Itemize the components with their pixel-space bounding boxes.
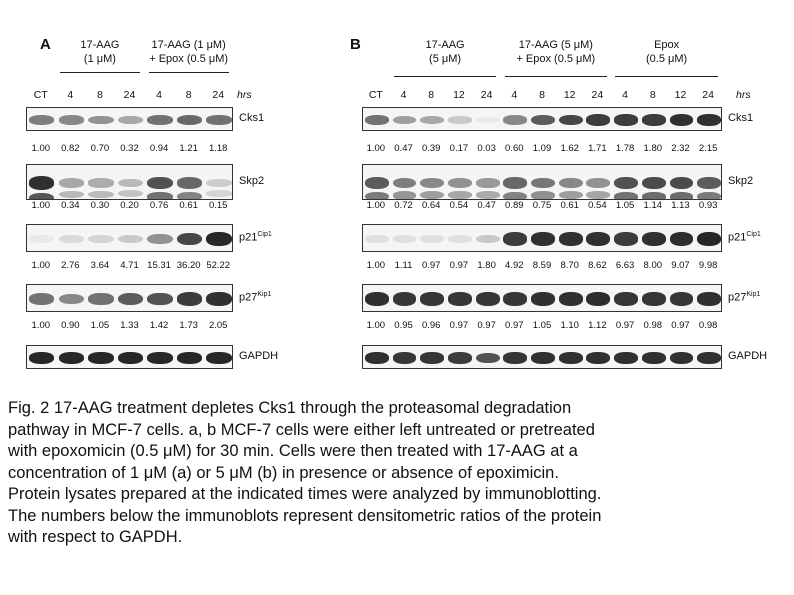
blot-band	[697, 292, 721, 305]
blot-band	[531, 178, 555, 189]
blot-gapdh	[26, 345, 233, 369]
densitometric-ratio: 1.00	[366, 143, 386, 154]
blot-band	[476, 292, 500, 305]
blot-band	[531, 352, 555, 363]
blot-band	[206, 352, 231, 364]
lane-label: 8	[649, 89, 656, 101]
densitometric-ratio: 0.15	[208, 200, 228, 211]
densitometric-ratio: 0.61	[560, 200, 579, 211]
protein-label: $p21^{Cip1}$	[728, 231, 761, 244]
blot-band	[147, 115, 172, 125]
blot-band	[670, 192, 694, 200]
blot-band	[614, 177, 638, 189]
blot-gapdh	[362, 345, 722, 369]
densitometric-ratio: 2.05	[208, 320, 228, 331]
blot-band	[29, 115, 54, 124]
densitometric-ratio: 0.39	[421, 143, 441, 154]
group-label-line2: + Epox (0.5 μM)	[149, 53, 229, 65]
densitometric-ratio: 8.62	[588, 260, 607, 271]
protein-label: Skp2	[728, 175, 754, 187]
blot-band	[29, 293, 54, 304]
blot-p21	[26, 224, 233, 252]
blot-band	[642, 292, 666, 305]
group-label-line1: Epox	[654, 39, 680, 51]
blot-band	[118, 235, 143, 243]
densitometric-ratio: 0.90	[61, 320, 80, 331]
group-bracket-line	[394, 76, 496, 77]
blot-band	[420, 352, 444, 363]
protein-superscript: Cip1	[746, 231, 761, 238]
blot-band	[670, 232, 694, 246]
blot-band	[59, 178, 84, 187]
densitometric-ratio: 0.54	[588, 200, 607, 211]
densitometric-ratio: 1.00	[31, 200, 51, 211]
blot-band	[586, 292, 610, 306]
densitometric-ratio: 9.98	[698, 260, 718, 271]
blot-band	[476, 191, 500, 199]
blot-band	[177, 352, 202, 364]
blot-band	[147, 352, 172, 364]
blot-band	[29, 193, 54, 200]
protein-label: $p21^{Cip1}$	[239, 231, 272, 244]
densitometric-ratio: 1.80	[643, 143, 663, 154]
densitometric-ratio: 0.47	[394, 143, 413, 154]
blot-p27	[26, 284, 233, 312]
lane-label: 12	[453, 89, 465, 101]
blot-band	[448, 178, 472, 188]
blot-band	[503, 177, 527, 188]
group-label-line2: (1 μM)	[83, 53, 116, 65]
blot-band	[147, 177, 172, 189]
blot-band	[88, 235, 113, 243]
densitometric-ratio: 9.07	[671, 260, 690, 271]
group-label-line1: 17-AAG (5 μM)	[518, 39, 593, 51]
lane-label: 4	[67, 89, 74, 101]
blot-band	[177, 292, 202, 305]
blot-band	[29, 176, 54, 189]
densitometric-ratio: 1.42	[149, 320, 169, 331]
blot-band	[559, 191, 583, 199]
blot-band	[614, 114, 638, 125]
blot-band	[420, 292, 444, 305]
panel-letter: B	[350, 36, 361, 53]
blot-band	[448, 116, 472, 123]
blot-band	[206, 190, 231, 197]
lane-label: 12	[674, 89, 687, 101]
group-bracket-line	[149, 72, 229, 73]
blot-band	[614, 292, 638, 305]
densitometric-ratio: 0.32	[120, 143, 139, 154]
figure-caption	[8, 398, 794, 549]
blot-band	[147, 293, 172, 305]
blot-band	[206, 232, 231, 246]
blot-band	[147, 234, 172, 244]
densitometric-ratio: 0.94	[149, 143, 169, 154]
blot-band	[59, 352, 84, 364]
group-label-line2: (5 μM)	[429, 53, 462, 65]
densitometric-ratio: 0.97	[449, 320, 469, 331]
densitometric-ratio: 2.32	[671, 143, 690, 154]
densitometric-ratio: 1.78	[615, 143, 635, 154]
treatment-group-label	[607, 38, 727, 66]
blot-band	[420, 191, 444, 199]
densitometric-ratio: 1.05	[615, 200, 635, 211]
blot-band	[420, 178, 444, 188]
panel-letter: A	[40, 36, 51, 53]
lane-label: 24	[123, 89, 136, 101]
blot-band	[448, 235, 472, 243]
protein-label: $p27^{Kip1}$	[728, 291, 761, 304]
densitometric-ratio: 1.09	[532, 143, 552, 154]
densitometric-ratio: 1.71	[588, 143, 607, 154]
densitometric-ratio: 15.31	[147, 260, 171, 271]
blot-band	[697, 352, 721, 363]
lane-label: 24	[212, 89, 225, 101]
group-label-line2: + Epox (0.5 μM)	[516, 53, 596, 65]
blot-band	[365, 177, 389, 189]
lane-label: 12	[563, 89, 576, 101]
caption-line: with respect to GAPDH.	[8, 528, 183, 546]
protein-label: GAPDH	[239, 350, 279, 362]
treatment-group-label	[496, 38, 616, 66]
blot-band	[365, 235, 389, 243]
blot-band	[393, 178, 417, 189]
densitometric-ratio: 0.97	[615, 320, 635, 331]
densitometric-ratio: 0.72	[394, 200, 413, 211]
blot-band	[118, 190, 143, 197]
blot-band	[697, 177, 721, 189]
blot-band	[88, 116, 113, 125]
blot-band	[147, 192, 172, 200]
lane-label: 4	[622, 89, 628, 101]
blot-band	[59, 235, 84, 243]
densitometric-ratio: 0.98	[698, 320, 718, 331]
densitometric-ratio: 1.00	[31, 143, 51, 154]
densitometric-ratio: 4.92	[505, 260, 524, 271]
blot-band	[88, 293, 113, 304]
densitometric-ratio: 0.97	[449, 260, 469, 271]
blot-band	[177, 115, 202, 125]
caption-line: The numbers below the immunoblots represent densitometric ratios of the protein	[8, 506, 602, 525]
lane-label: 24	[480, 89, 493, 101]
blot-band	[365, 192, 389, 200]
densitometric-ratio: 1.18	[208, 143, 228, 154]
densitometric-ratio: 2.76	[61, 260, 80, 271]
blot-band	[531, 115, 555, 125]
group-label-line1: 17-AAG	[80, 39, 120, 51]
densitometric-ratio: 0.89	[505, 200, 524, 211]
blot-band	[559, 178, 583, 188]
caption-line: Protein lysates prepared at the indicated times were analyzed by immunoblotting.	[8, 485, 602, 503]
densitometric-ratio: 1.13	[671, 200, 690, 211]
protein-superscript: Kip1	[746, 291, 761, 298]
lane-label: 8	[428, 89, 435, 101]
lane-label: CT	[368, 89, 383, 101]
densitometric-ratio: 1.10	[560, 320, 579, 331]
densitometric-ratio: 0.97	[421, 260, 441, 271]
group-label-line1: 17-AAG (1 μM)	[151, 39, 226, 51]
densitometric-ratio: 0.70	[90, 143, 110, 154]
densitometric-ratio: 36.20	[176, 260, 201, 271]
blot-band	[393, 235, 417, 243]
protein-label: Skp2	[239, 175, 265, 187]
blot-band	[476, 117, 500, 123]
densitometric-ratio: 1.00	[366, 260, 386, 271]
hours-label: hrs	[237, 89, 252, 101]
blot-band	[642, 352, 666, 363]
lane-label: CT	[33, 89, 48, 101]
densitometric-ratio: 8.00	[643, 260, 663, 271]
blot-band	[177, 192, 202, 200]
blot-band	[365, 352, 389, 363]
blot-band	[503, 352, 527, 363]
caption-line: Fig. 2 17-AAG treatment depletes Cks1 through the proteasomal degradation	[8, 399, 572, 417]
blot-band	[29, 235, 54, 242]
densitometric-ratio: 1.80	[477, 260, 496, 271]
densitometric-ratio: 52.22	[206, 260, 231, 271]
blot-band	[476, 235, 500, 243]
blot-band	[586, 191, 610, 199]
caption-line: concentration of 1 μM (a) or 5 μM (b) in presence or absence of epoximicin.	[8, 463, 559, 482]
lane-label: 8	[97, 89, 103, 101]
lane-label: 24	[702, 89, 714, 101]
blot-band	[206, 115, 231, 125]
blot-band	[118, 293, 143, 305]
blot-band	[420, 235, 444, 243]
blot-band	[503, 232, 527, 245]
blot-band	[393, 352, 417, 363]
blot-band	[559, 352, 583, 363]
blot-band	[642, 177, 666, 189]
blot-band	[559, 115, 583, 126]
blot-band	[59, 191, 84, 198]
densitometric-ratio: 0.82	[61, 143, 80, 154]
blot-band	[670, 352, 694, 363]
blot-band	[642, 192, 666, 200]
blot-band	[177, 233, 202, 246]
group-bracket-line	[505, 76, 607, 77]
group-label-line2: (0.5 μM)	[646, 53, 688, 65]
lane-label: 8	[185, 89, 192, 101]
densitometric-ratio: 1.00	[366, 200, 386, 211]
blot-band	[503, 192, 527, 200]
blot-band	[59, 115, 84, 124]
blot-band	[206, 179, 231, 187]
blot-band	[586, 232, 610, 245]
densitometric-ratio: 0.97	[671, 320, 690, 331]
treatment-group-label	[385, 38, 505, 66]
blot-band	[642, 114, 666, 125]
densitometric-ratio: 0.97	[505, 320, 524, 331]
densitometric-ratio: 1.73	[179, 320, 198, 331]
densitometric-ratio: 0.98	[643, 320, 663, 331]
blot-p27	[362, 284, 722, 312]
protein-superscript: Cip1	[257, 231, 272, 238]
blot-band	[420, 116, 444, 124]
densitometric-ratio: 0.96	[421, 320, 441, 331]
densitometric-ratio: 4.71	[120, 260, 139, 271]
densitometric-ratio: 1.21	[179, 143, 198, 154]
blot-band	[614, 192, 638, 200]
densitometric-ratio: 2.15	[698, 143, 718, 154]
group-bracket-line	[60, 72, 140, 73]
caption-line: pathway in MCF-7 cells. a, b MCF-7 cells were either left untreated or pretreated	[8, 420, 595, 439]
protein-label: GAPDH	[728, 350, 768, 362]
blot-band	[29, 352, 54, 364]
densitometric-ratio: 1.62	[560, 143, 579, 154]
densitometric-ratio: 0.47	[477, 200, 496, 211]
lane-label: 8	[539, 89, 545, 101]
blot-band	[393, 191, 417, 200]
blot-band	[365, 115, 389, 125]
blot-band	[559, 292, 583, 305]
blot-band	[586, 114, 610, 125]
blot-band	[177, 177, 202, 188]
blot-band	[503, 115, 527, 124]
blot-band	[206, 292, 231, 305]
densitometric-ratio: 0.64	[421, 200, 441, 211]
densitometric-ratio: 0.76	[149, 200, 169, 211]
densitometric-ratio: 1.05	[90, 320, 110, 331]
blot-skp2	[362, 164, 722, 200]
blot-band	[697, 114, 721, 125]
blot-band	[642, 232, 666, 245]
densitometric-ratio: 1.00	[31, 260, 51, 271]
densitometric-ratio: 0.97	[477, 320, 496, 331]
lane-label: 4	[511, 89, 518, 101]
densitometric-ratio: 1.00	[31, 320, 51, 331]
densitometric-ratio: 6.63	[615, 260, 635, 271]
blot-p21	[362, 224, 722, 252]
caption-line: with epoxomicin (0.5 μM) for 30 min. Cells were then treated with 17-AAG at a	[8, 442, 578, 460]
protein-superscript: Kip1	[257, 291, 272, 298]
densitometric-ratio: 0.34	[61, 200, 80, 211]
densitometric-ratio: 1.00	[366, 320, 386, 331]
blot-band	[393, 292, 417, 305]
blot-band	[118, 179, 143, 188]
blot-band	[476, 178, 500, 188]
blot-band	[118, 116, 143, 124]
densitometric-ratio: 0.61	[179, 200, 198, 211]
blot-cks1	[362, 107, 722, 131]
densitometric-ratio: 0.30	[90, 200, 110, 211]
lane-label: 4	[400, 89, 407, 101]
blot-skp2	[26, 164, 233, 200]
protein-label: Cks1	[239, 112, 265, 124]
densitometric-ratio: 0.54	[449, 200, 469, 211]
densitometric-ratio: 3.64	[90, 260, 110, 271]
blot-band	[697, 232, 721, 246]
blot-band	[118, 352, 143, 364]
blot-band	[586, 178, 610, 188]
group-bracket-line	[615, 76, 717, 77]
blot-band	[670, 177, 694, 189]
protein-label: $p27^{Kip1}$	[239, 291, 272, 304]
blot-band	[448, 292, 472, 305]
blot-band	[586, 352, 610, 363]
densitometric-ratio: 8.59	[532, 260, 552, 271]
blot-band	[88, 178, 113, 187]
densitometric-ratio: 0.03	[477, 143, 496, 154]
densitometric-ratio: 1.12	[588, 320, 607, 331]
blot-band	[476, 353, 500, 364]
blot-band	[531, 292, 555, 305]
blot-band	[393, 116, 417, 124]
densitometric-ratio: 0.93	[698, 200, 718, 211]
blot-band	[88, 352, 113, 364]
densitometric-ratio: 0.17	[449, 143, 469, 154]
densitometric-ratio: 0.95	[394, 320, 413, 331]
blot-band	[531, 191, 555, 200]
lane-label: 24	[591, 89, 604, 101]
treatment-group-label	[129, 38, 249, 66]
group-label-line1: 17-AAG	[425, 39, 465, 51]
densitometric-ratio: 1.05	[532, 320, 552, 331]
blot-band	[559, 232, 583, 245]
blot-band	[614, 232, 638, 245]
blot-band	[448, 191, 472, 199]
blot-band	[670, 114, 694, 125]
blot-band	[365, 292, 389, 305]
densitometric-ratio: 1.14	[643, 200, 663, 211]
lane-label: 4	[156, 89, 162, 101]
blot-band	[59, 294, 84, 305]
blot-band	[531, 232, 555, 245]
densitometric-ratio: 1.33	[120, 320, 139, 331]
protein-label: Cks1	[728, 112, 754, 124]
blot-band	[614, 352, 638, 363]
densitometric-ratio: 0.75	[532, 200, 552, 211]
blot-band	[503, 292, 527, 305]
densitometric-ratio: 0.60	[505, 143, 524, 154]
densitometric-ratio: 1.11	[394, 260, 413, 271]
densitometric-ratio: 8.70	[560, 260, 579, 271]
blot-cks1	[26, 107, 233, 131]
blot-band	[448, 352, 472, 363]
blot-band	[88, 191, 113, 198]
densitometric-ratio: 0.20	[120, 200, 139, 211]
hours-label: hrs	[736, 89, 751, 101]
blot-band	[697, 192, 721, 200]
blot-band	[670, 292, 694, 305]
